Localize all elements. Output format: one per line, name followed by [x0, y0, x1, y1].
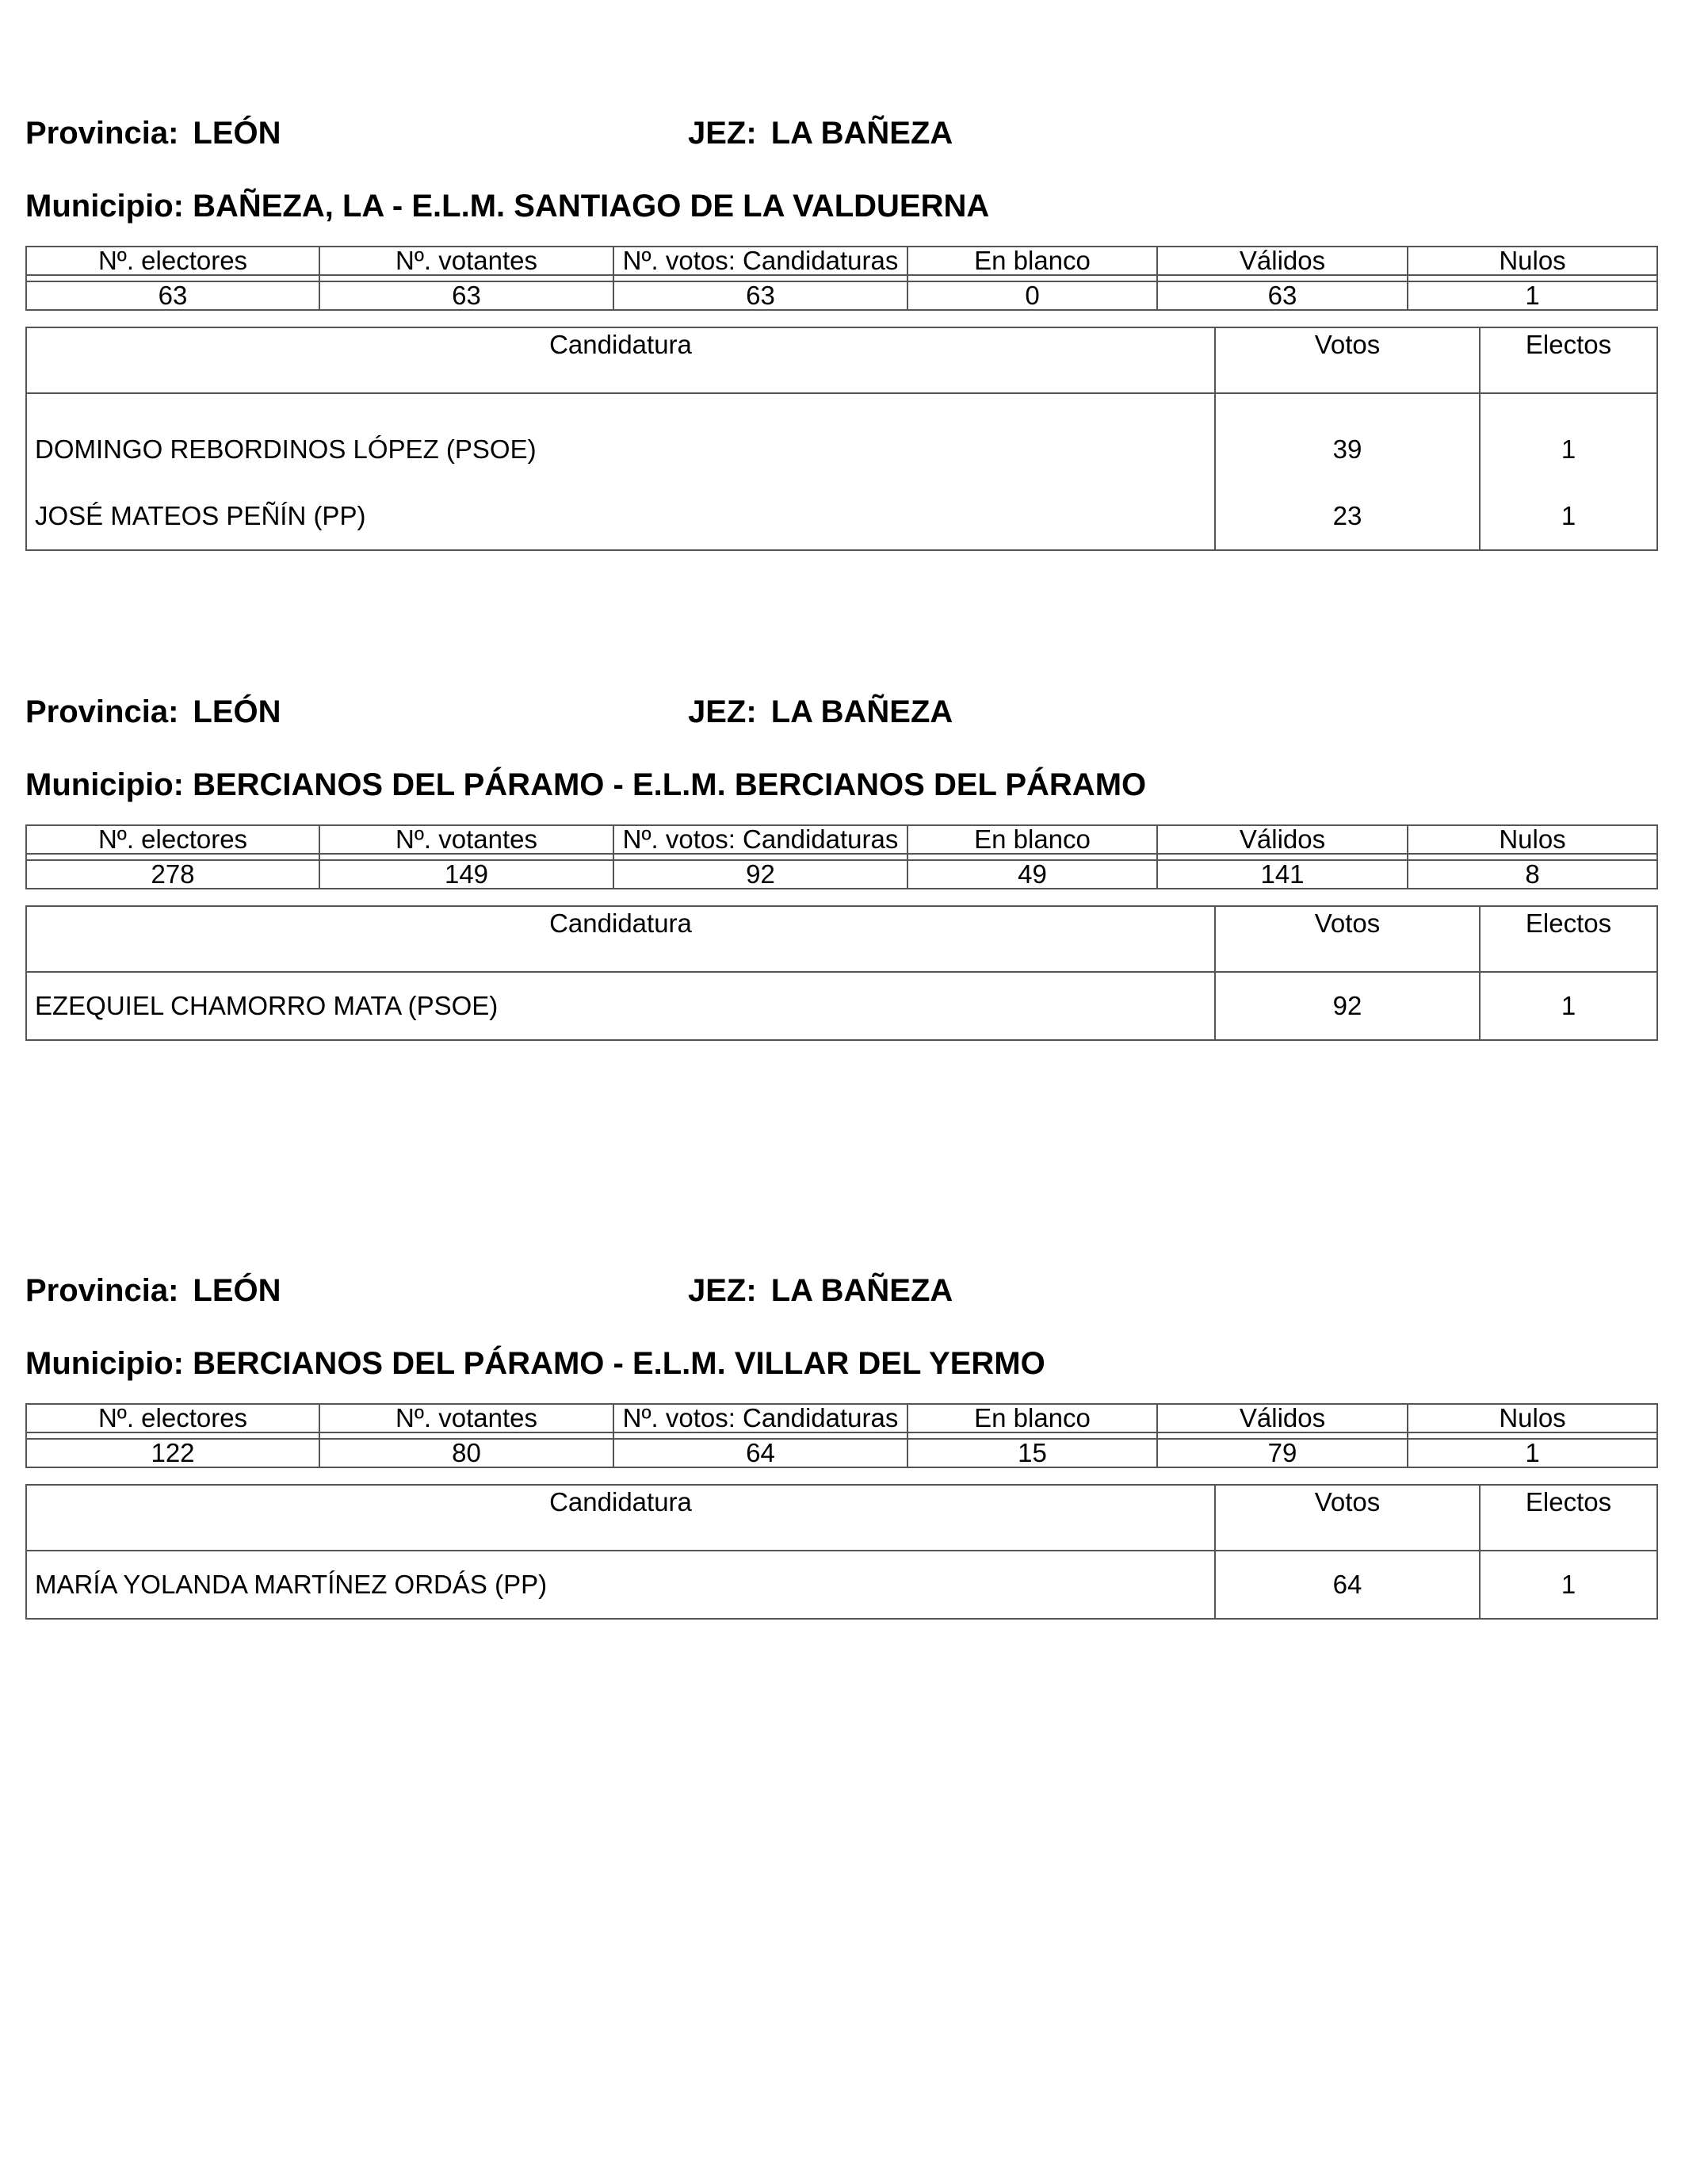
candidates-header-row	[26, 1485, 1657, 1551]
value-electores: 63	[26, 281, 319, 310]
header-votos: Votos	[1215, 327, 1480, 393]
summary-table	[25, 1403, 1658, 1468]
candidates-header-row	[26, 906, 1657, 972]
summary-value-row	[26, 281, 1657, 310]
header-electores: Nº. electores	[26, 1404, 319, 1432]
header-electores: Nº. electores	[26, 825, 319, 854]
value-validos: 141	[1157, 860, 1408, 889]
value-votos-candidaturas: 64	[613, 1439, 907, 1467]
jez-label: JEZ:	[688, 694, 757, 729]
value-nulos: 1	[1408, 281, 1657, 310]
jez-line	[688, 696, 953, 728]
jez-value: LA BAÑEZA	[770, 694, 953, 729]
municipio-line	[25, 190, 989, 222]
header-votantes: Nº. votantes	[319, 247, 613, 275]
value-nulos: 1	[1408, 1439, 1657, 1467]
value-votantes: 80	[319, 1439, 613, 1467]
header-votos-candidaturas: Nº. votos: Candidaturas	[613, 825, 907, 854]
candidate-name: DOMINGO REBORDINOS LÓPEZ (PSOE)	[26, 393, 1215, 483]
header-validos: Válidos	[1157, 825, 1408, 854]
municipio-label: Municipio:	[25, 1346, 184, 1381]
value-votos-candidaturas: 92	[613, 860, 907, 889]
candidate-name: JOSÉ MATEOS PEÑÍN (PP)	[26, 483, 1215, 550]
municipio-label: Municipio:	[25, 767, 184, 802]
value-validos: 63	[1157, 281, 1408, 310]
header-en-blanco: En blanco	[907, 1404, 1157, 1432]
header-electos: Electos	[1480, 1485, 1657, 1551]
municipio-value: BERCIANOS DEL PÁRAMO - E.L.M. BERCIANOS DEL PÁRAMO	[193, 767, 1147, 802]
value-en-blanco: 0	[907, 281, 1157, 310]
header-electos: Electos	[1480, 906, 1657, 972]
header-votos: Votos	[1215, 906, 1480, 972]
candidates-table	[25, 905, 1658, 1041]
summary-table	[25, 246, 1658, 311]
candidates-table	[25, 1484, 1658, 1620]
header-votos: Votos	[1215, 1485, 1480, 1551]
summary-header-row	[26, 247, 1657, 275]
provincia-line	[25, 1275, 281, 1306]
candidate-electos: 1	[1480, 972, 1657, 1040]
provincia-value: LEÓN	[193, 1273, 281, 1308]
header-candidatura: Candidatura	[26, 327, 1215, 393]
value-electores: 122	[26, 1439, 319, 1467]
value-en-blanco: 15	[907, 1439, 1157, 1467]
table-row	[26, 483, 1657, 550]
header-nulos: Nulos	[1408, 247, 1657, 275]
summary-value-row	[26, 1439, 1657, 1467]
jez-line	[688, 117, 953, 149]
candidate-votos: 64	[1215, 1551, 1480, 1619]
candidate-electos: 1	[1480, 483, 1657, 550]
header-votantes: Nº. votantes	[319, 825, 613, 854]
header-candidatura: Candidatura	[26, 1485, 1215, 1551]
candidates-table	[25, 327, 1658, 551]
header-validos: Válidos	[1157, 1404, 1408, 1432]
table-row	[26, 393, 1657, 483]
summary-table	[25, 824, 1658, 889]
summary-header-row	[26, 825, 1657, 854]
candidate-votos: 23	[1215, 483, 1480, 550]
summary-header-row	[26, 1404, 1657, 1432]
candidate-votos: 92	[1215, 972, 1480, 1040]
header-electos: Electos	[1480, 327, 1657, 393]
jez-value: LA BAÑEZA	[770, 116, 953, 151]
municipio-value: BAÑEZA, LA - E.L.M. SANTIAGO DE LA VALDUERNA	[193, 189, 990, 224]
municipio-line	[25, 769, 1146, 801]
jez-line	[688, 1275, 953, 1306]
header-votos-candidaturas: Nº. votos: Candidaturas	[613, 247, 907, 275]
header-candidatura: Candidatura	[26, 906, 1215, 972]
provincia-value: LEÓN	[193, 116, 281, 151]
provincia-label: Provincia:	[25, 694, 179, 729]
header-electores: Nº. electores	[26, 247, 319, 275]
candidate-votos: 39	[1215, 393, 1480, 483]
candidate-electos: 1	[1480, 1551, 1657, 1619]
header-validos: Válidos	[1157, 247, 1408, 275]
header-votos-candidaturas: Nº. votos: Candidaturas	[613, 1404, 907, 1432]
candidate-name: EZEQUIEL CHAMORRO MATA (PSOE)	[26, 972, 1215, 1040]
jez-value: LA BAÑEZA	[770, 1273, 953, 1308]
summary-value-row	[26, 860, 1657, 889]
provincia-line	[25, 696, 281, 728]
jez-label: JEZ:	[688, 116, 757, 151]
value-electores: 278	[26, 860, 319, 889]
value-votantes: 149	[319, 860, 613, 889]
header-votantes: Nº. votantes	[319, 1404, 613, 1432]
jez-label: JEZ:	[688, 1273, 757, 1308]
provincia-line	[25, 117, 281, 149]
value-validos: 79	[1157, 1439, 1408, 1467]
value-nulos: 8	[1408, 860, 1657, 889]
candidate-name: MARÍA YOLANDA MARTÍNEZ ORDÁS (PP)	[26, 1551, 1215, 1619]
municipio-line	[25, 1348, 1045, 1379]
provincia-label: Provincia:	[25, 116, 179, 151]
header-en-blanco: En blanco	[907, 247, 1157, 275]
municipio-label: Municipio:	[25, 189, 184, 224]
header-en-blanco: En blanco	[907, 825, 1157, 854]
value-votantes: 63	[319, 281, 613, 310]
provincia-value: LEÓN	[193, 694, 281, 729]
value-en-blanco: 49	[907, 860, 1157, 889]
value-votos-candidaturas: 63	[613, 281, 907, 310]
table-row	[26, 972, 1657, 1040]
header-nulos: Nulos	[1408, 825, 1657, 854]
provincia-label: Provincia:	[25, 1273, 179, 1308]
candidates-header-row	[26, 327, 1657, 393]
table-row	[26, 1551, 1657, 1619]
municipio-value: BERCIANOS DEL PÁRAMO - E.L.M. VILLAR DEL YERMO	[193, 1346, 1045, 1381]
candidate-electos: 1	[1480, 393, 1657, 483]
header-nulos: Nulos	[1408, 1404, 1657, 1432]
